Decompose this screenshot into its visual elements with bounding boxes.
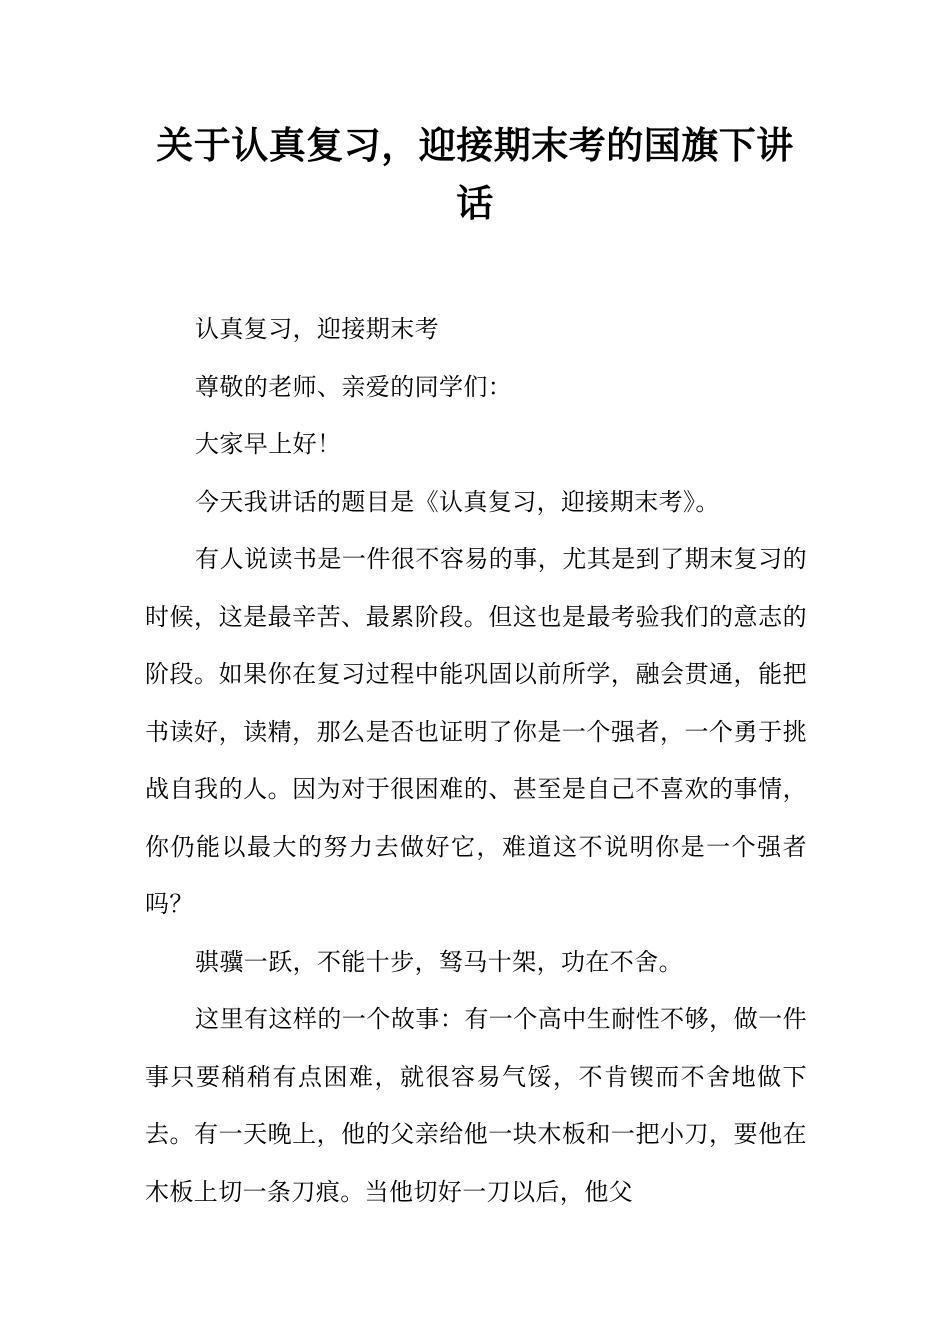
paragraph-body-1: 有人说读书是一件很不容易的事，尤其是到了期末复习的时候，这是最辛苦、最累阶段。但这也是最考验我们的意志的阶段。如果你在复习过程中能巩固以前所学，融会贯通，能把书读好，读精，那么是否也证明了你是一个强者，一个勇于挑战自我的人。因为对于很困难的、甚至是自己不喜欢的事情，你仍能以最大的努力去做好它，难道这不说明你是一个强者吗？ bbox=[145, 545, 807, 918]
paragraph-story: 这里有这样的一个故事：有一个高中生耐性不够，做一件事只要稍稍有点困难，就很容易气馁，不肯锲而不舍地做下去。有一天晚上，他的父亲给他一块木板和一把小刀，要他在木板上切一条刀痕。当他切好一刀以后，他父 bbox=[145, 1005, 807, 1206]
paragraph-salutation: 尊敬的老师、亲爱的同学们： bbox=[195, 372, 513, 401]
paragraph-greeting: 大家早上好！ bbox=[195, 430, 342, 458]
paragraph-subject: 认真复习，迎接期末考 bbox=[195, 315, 439, 343]
document-title: 关于认真复习，迎接期末考的国旗下讲话 bbox=[156, 123, 794, 225]
paragraph-topic: 今天我讲话的题目是《认真复习，迎接期末考》。 bbox=[195, 487, 720, 516]
paragraph-quote: 骐骥一跃，不能十步，驽马十架，功在不舍。 bbox=[195, 947, 683, 976]
document-body bbox=[145, 301, 807, 1221]
